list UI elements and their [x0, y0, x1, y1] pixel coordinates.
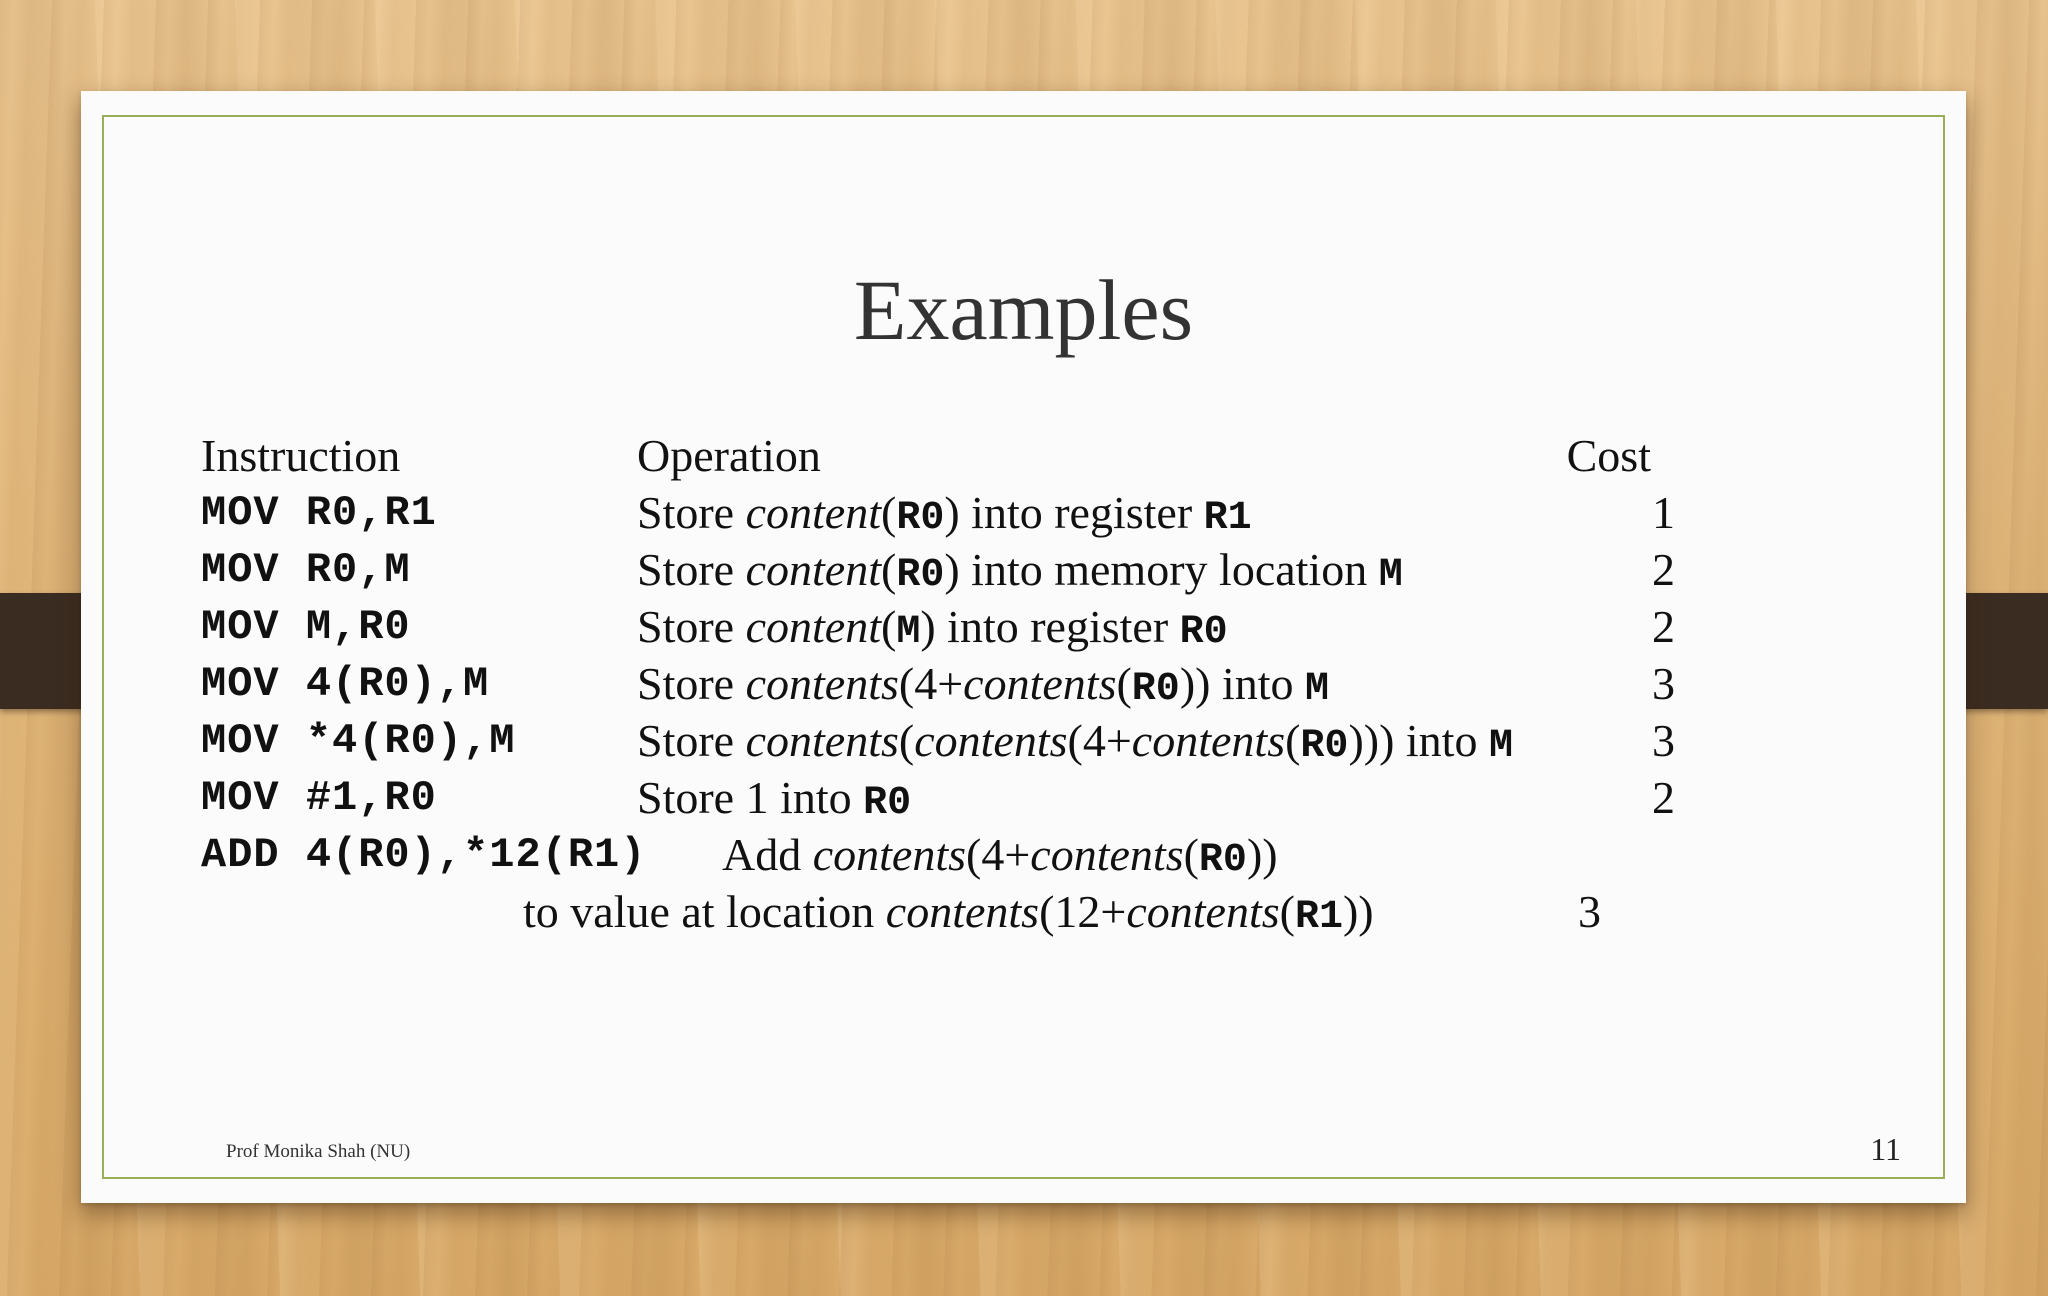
table-row	[81, 713, 1966, 769]
cost-cell: 2	[1652, 544, 1675, 595]
instruction-cell: MOV #1,R0	[201, 774, 437, 822]
cost-cell: 2	[1652, 772, 1675, 823]
operation-cell-continued: to value at location contents(12+contents(R1))	[523, 886, 1374, 940]
table-row-continuation	[81, 884, 1966, 940]
operation-cell: Store content(R0) into register R1	[637, 487, 1252, 541]
slide-title: Examples	[853, 262, 1194, 358]
header-instruction: Instruction	[201, 430, 401, 481]
operation-cell: Store 1 into R0	[637, 772, 912, 826]
instruction-cell: MOV M,R0	[201, 603, 411, 651]
table-row	[81, 542, 1966, 598]
header-cost: Cost	[1566, 430, 1651, 481]
operation-cell: Store content(R0) into memory location M	[637, 544, 1403, 598]
cost-cell: 3	[1652, 715, 1675, 766]
operation-cell: Store contents(contents(4+contents(R0))) into M	[637, 715, 1513, 769]
instruction-cell: MOV *4(R0),M	[201, 717, 516, 765]
operation-cell: Store content(M) into register R0	[637, 601, 1228, 655]
slide	[81, 91, 1966, 1203]
header-operation: Operation	[637, 430, 821, 481]
instruction-cell: MOV R0,M	[201, 546, 411, 594]
table-row	[81, 485, 1966, 541]
page-number: 11	[1870, 1131, 1901, 1167]
table-row	[81, 656, 1966, 712]
cost-cell: 3	[1578, 886, 1601, 937]
operation-cell: Add contents(4+contents(R0))	[722, 829, 1278, 883]
cost-cell: 3	[1652, 658, 1675, 709]
table-row	[81, 770, 1966, 826]
instruction-cell: ADD 4(R0),*12(R1)	[201, 831, 647, 879]
cost-cell: 2	[1652, 601, 1675, 652]
instruction-cell: MOV 4(R0),M	[201, 660, 490, 708]
operation-cell: Store contents(4+contents(R0)) into M	[637, 658, 1330, 712]
table-header-row	[81, 428, 1966, 484]
table-row	[81, 599, 1966, 655]
footer-author: Prof Monika Shah (NU)	[226, 1141, 411, 1162]
instruction-cell: MOV R0,R1	[201, 489, 437, 537]
table-row	[81, 827, 1966, 883]
cost-cell: 1	[1652, 487, 1675, 538]
